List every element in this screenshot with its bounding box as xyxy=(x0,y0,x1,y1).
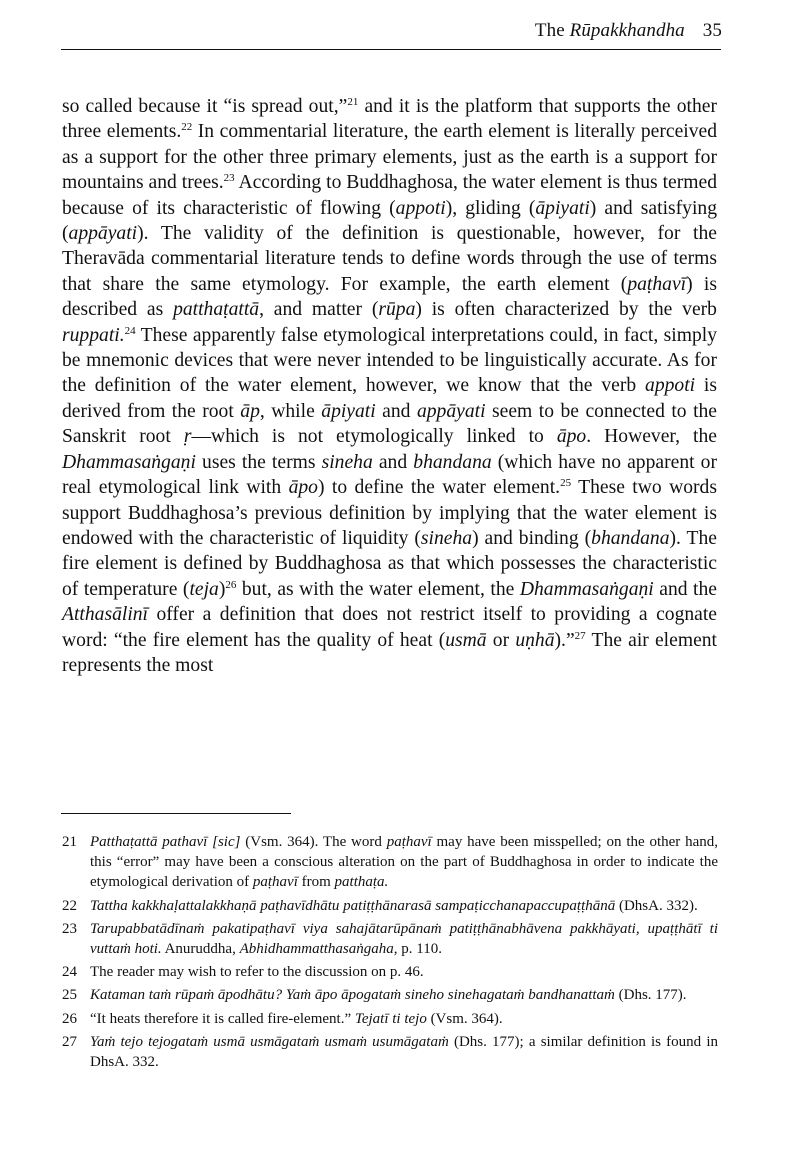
text-run: These apparently false etymological interpretations could, in fact, simply be mnemonic devices that were never intended to be linguistically accurate. As for the definition of the water element, however, we know that the verb xyxy=(62,324,717,397)
text-run: offer a definition that does not restrict itself to providing a cognate word: “the fire element has the quality of heat ( xyxy=(62,604,717,651)
text-run: from xyxy=(297,874,335,891)
text-run: . However, the xyxy=(586,426,717,448)
text-run: (DhsA. 332). xyxy=(615,897,698,914)
footnote-text xyxy=(90,896,718,916)
text-run: , and matter ( xyxy=(259,299,379,321)
text-run: According to Buddhaghosa, the water element is thus termed because of its characteristic of flowing ( xyxy=(62,172,717,219)
text-run: ). The validity of the definition is questionable, however, for the Theravāda commentarial literature tends to define words through the use of terms that share the same etymology. For example, the earth element ( xyxy=(62,223,717,295)
italic-term: patthaṭa. xyxy=(334,874,389,891)
italic-term: Patthaṭattā pathavī [sic] xyxy=(90,834,241,850)
italic-term: bhandana xyxy=(591,527,670,549)
text-run: seem to be connected to the Sanskrit root xyxy=(62,400,718,448)
italic-term: Yaṁ tejo tejogataṁ usmā usmāgataṁ usmaṁ usumāgataṁ xyxy=(90,1033,449,1050)
italic-term: Dhammasaṅgaṇi xyxy=(62,451,196,473)
text-run: The air element represents the most xyxy=(62,629,718,676)
footnote-ref: 26 xyxy=(225,578,237,591)
italic-term: appoti xyxy=(645,375,696,397)
text-run: ).” xyxy=(554,629,575,651)
text-run: ) to define the water element. xyxy=(317,477,561,499)
footnote-number: 21 xyxy=(62,834,77,850)
footnote-21 xyxy=(62,832,718,893)
text-run: —which is not etymologically linked to xyxy=(191,426,557,448)
text-run: uses the terms xyxy=(195,451,322,473)
italic-term: sineha xyxy=(321,451,373,473)
italic-term: āpiyati xyxy=(535,197,590,219)
text-run: , p. 110. xyxy=(393,941,442,958)
italic-term: ruppati. xyxy=(62,324,125,346)
text-run: and the xyxy=(653,578,717,600)
text-run: In commentarial literature, the earth element is literally perceived as a support for the other three primary elements, just as the earth is a support for mountains and trees. xyxy=(62,121,717,194)
italic-term: paṭhavī xyxy=(627,273,687,295)
footnote-23 xyxy=(62,919,718,959)
italic-term: appāyati xyxy=(68,223,138,245)
text-run: or xyxy=(486,629,516,651)
running-head xyxy=(535,20,722,42)
text-run: “It heats therefore it is called fire-element.” xyxy=(90,1010,355,1027)
main-paragraph xyxy=(62,94,717,678)
text-run: so called because it “is spread out,” xyxy=(62,96,348,117)
text-run: ). The fire element is defined by Buddhaghosa as that which possesses the characteristic of temperature ( xyxy=(62,527,717,600)
footnote-ref: 22 xyxy=(181,121,193,134)
text-run: (Dhs. 177); a similar definition is found in DhsA. 332. xyxy=(90,1033,719,1071)
footnote-rule xyxy=(61,813,291,814)
text-run: (which have no apparent or real etymological link with xyxy=(62,451,717,499)
text-run: ) and satisfying ( xyxy=(62,197,717,245)
italic-term: sineha xyxy=(420,527,473,549)
running-head-title-pre: The xyxy=(534,20,570,41)
italic-term: rūpa xyxy=(378,299,416,321)
footnotes xyxy=(62,832,718,1075)
text-run: , while xyxy=(259,400,322,422)
italic-term: ṛ xyxy=(183,426,192,448)
text-run: may have been misspelled; on the other hand, this “error” may have been a conscious alteration on the part of Buddhaghosa in order to indicate the etymological derivation of xyxy=(90,834,718,891)
italic-term: paṭhavī xyxy=(386,834,432,850)
paragraph-text xyxy=(62,94,717,678)
text-run: ) is often characterized by the verb xyxy=(415,299,717,321)
footnote-number: 23 xyxy=(62,920,77,937)
italic-term: bhandana xyxy=(413,451,492,473)
italic-term: usmā xyxy=(445,629,487,651)
italic-term: appoti xyxy=(395,197,446,219)
italic-term: Kataman taṁ rūpaṁ āpodhātu? Yaṁ āpo āpogataṁ sineho sinehagataṁ bandhanattaṁ xyxy=(90,987,615,1004)
footnote-ref: 24 xyxy=(124,324,136,337)
footnote-text xyxy=(90,832,718,893)
italic-term: āpo xyxy=(288,477,318,499)
text-run: ) xyxy=(218,578,226,600)
text-run: and it is the platform that supports the other three elements. xyxy=(62,96,718,143)
footnote-ref: 21 xyxy=(347,96,359,108)
italic-term: appāyati xyxy=(416,400,486,422)
footnote-24 xyxy=(62,962,718,982)
footnote-ref: 25 xyxy=(560,477,572,490)
italic-term: āp xyxy=(240,400,260,422)
italic-term: Abhidhammatthasaṅgaha xyxy=(239,941,394,958)
text-run: ), gliding ( xyxy=(445,197,536,219)
footnote-ref: 27 xyxy=(574,629,586,642)
footnote-22 xyxy=(62,896,718,916)
text-run: is derived from the root xyxy=(62,375,718,422)
footnote-27 xyxy=(62,1032,718,1072)
footnote-number: 27 xyxy=(62,1033,77,1050)
italic-term: Dhammasaṅgaṇi xyxy=(519,578,654,600)
footnote-text xyxy=(90,1009,718,1029)
italic-term: paṭhavī xyxy=(252,874,298,891)
running-head-title-italic: Rūpakkhandha xyxy=(569,20,685,41)
text-run: These two words support Buddhaghosa’s previous definition by implying that the water element is endowed with the characteristic of liquidity ( xyxy=(62,477,717,549)
page-number: 35 xyxy=(702,20,722,41)
text-run: (Dhs. 177). xyxy=(614,987,687,1004)
footnote-text xyxy=(90,962,718,982)
text-run: and xyxy=(375,400,417,422)
italic-term: Atthasālinī xyxy=(62,604,149,626)
italic-term: uṇhā xyxy=(515,629,555,651)
footnote-number: 22 xyxy=(62,897,77,914)
text-run: ) and binding ( xyxy=(472,527,592,549)
footnote-ref: 23 xyxy=(223,172,235,185)
footnote-26 xyxy=(62,1009,718,1029)
footnote-text xyxy=(90,985,718,1005)
header-rule xyxy=(61,49,721,50)
footnote-number: 24 xyxy=(62,964,77,981)
text-run: (Vsm. 364). The word xyxy=(240,834,387,850)
text-run: but, as with the water element, the xyxy=(236,578,520,600)
text-run: Anuruddha, xyxy=(161,941,240,958)
text-run: (Vsm. 364). xyxy=(426,1010,503,1027)
footnote-text xyxy=(90,1032,718,1072)
text-run: and xyxy=(372,451,414,473)
footnote-25 xyxy=(62,985,718,1005)
italic-term: āpo xyxy=(556,426,587,448)
footnote-number: 25 xyxy=(62,987,77,1004)
footnote-number: 26 xyxy=(62,1010,77,1027)
italic-term: teja xyxy=(189,578,219,600)
italic-term: patthaṭattā xyxy=(173,299,260,321)
footnote-text xyxy=(90,919,718,959)
text-run: The reader may wish to refer to the discussion on p. 46. xyxy=(90,964,424,981)
italic-term: āpiyati xyxy=(321,400,376,422)
text-run: ) is described as xyxy=(62,273,717,321)
italic-term: Tarupabbatādīnaṁ pakatipaṭhavī viya sahajātarūpānaṁ patiṭṭhānabhāvena pakkhāyati, upaṭṭhātī ti vuttaṁ hoti. xyxy=(90,920,718,958)
italic-term: Tattha kakkhaḷattalakkhaṇā paṭhavīdhātu patiṭṭhānarasā sampaṭicchanapaccupaṭṭhānā xyxy=(90,897,616,914)
italic-term: Tejatī ti tejo xyxy=(354,1010,427,1027)
